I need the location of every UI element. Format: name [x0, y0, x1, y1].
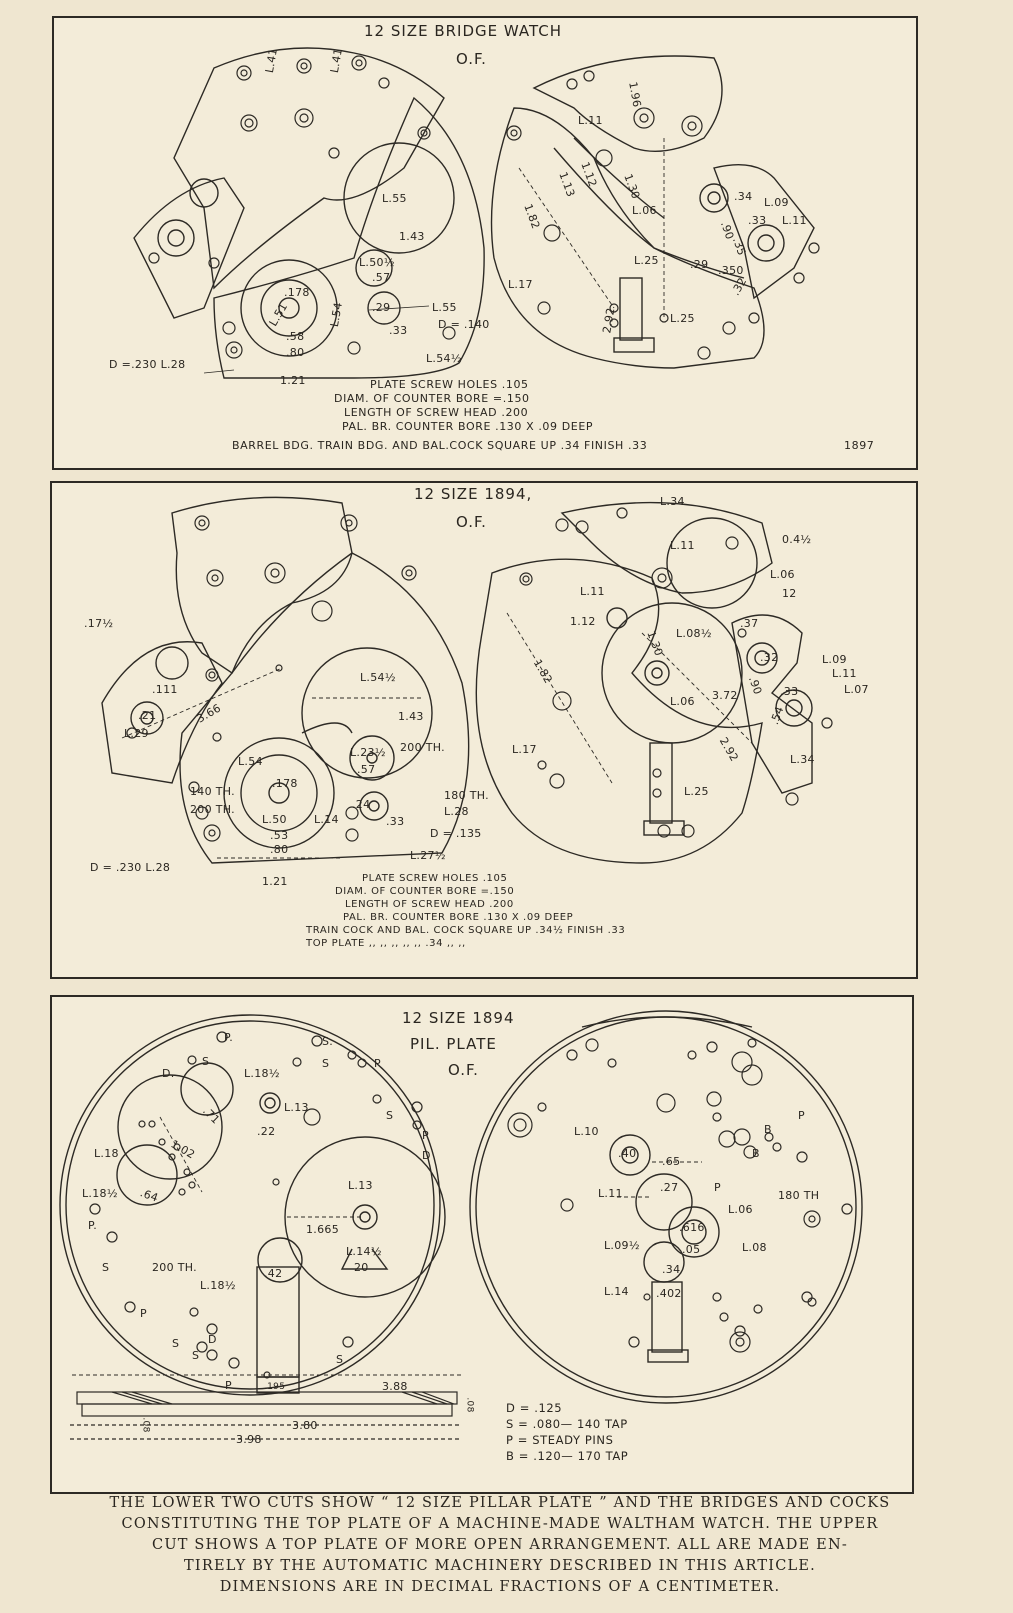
dim-label: 1.43 — [398, 710, 424, 723]
dim-label: L.18½ — [200, 1279, 236, 1292]
dim-label: 1.21 — [262, 875, 288, 888]
dim-label: .34 — [734, 190, 753, 203]
dim-label: 1.96 — [626, 80, 644, 109]
barrel-recess — [118, 1075, 222, 1179]
dim-label: .22 — [257, 1125, 276, 1138]
dim-label: L.11 — [598, 1187, 623, 1200]
dim-label: L.06 — [670, 695, 695, 708]
dim-label: L.34 — [790, 753, 815, 766]
dim-label: L.50 — [262, 813, 287, 826]
panel2-title: 12 SIZE 1894, — [414, 485, 533, 503]
dim-label: D = .140 — [438, 318, 490, 331]
dim-label: L.17 — [512, 743, 537, 756]
caption-line: TIRELY BY THE AUTOMATIC MACHINERY DESCRIBED IN THIS ARTICLE. — [184, 1558, 816, 1574]
dim-label: 0.4½ — [782, 533, 812, 546]
stem-channel — [257, 1267, 299, 1377]
third-wheel-right-circle — [667, 518, 757, 608]
dim-label: .33 — [780, 685, 799, 698]
dim-label: .65 — [662, 1155, 681, 1168]
dim-label: L.09 — [822, 653, 847, 666]
dim-label: D — [208, 1333, 217, 1346]
dim-label: .33 — [748, 214, 767, 227]
dim-label: .32 — [760, 651, 779, 664]
spec-line: TRAIN COCK AND BAL. COCK SQUARE UP .34½ FINISH .33 — [306, 925, 626, 936]
dim-label: 1.665 — [306, 1223, 339, 1236]
caption-line: CONSTITUTING THE TOP PLATE OF A MACHINE-MADE WALTHAM WATCH. THE UPPER — [121, 1516, 879, 1532]
dim-label: .34 — [662, 1263, 681, 1276]
panel1-footer: BARREL BDG. TRAIN BDG. AND BAL.COCK SQUARE UP .34 FINISH .33 — [232, 439, 648, 452]
panel3-subtitle2: O.F. — [448, 1061, 479, 1079]
dim-label: 1.13 — [556, 170, 578, 199]
dim-label: L.54 — [238, 755, 263, 768]
pillar-plate-right-outer — [470, 1011, 862, 1403]
dim-label: L.17 — [508, 278, 533, 291]
legend-line: P = STEADY PINS — [506, 1433, 614, 1447]
dim-label: .35 — [729, 235, 749, 258]
dim-label: 140 TH. — [190, 785, 235, 798]
balance-cock-outline — [732, 615, 812, 793]
dim-label: L.55 — [382, 192, 407, 205]
dim-label: L.11 — [580, 585, 605, 598]
dim-label: 1.82 — [530, 657, 555, 686]
spec-line: PLATE SCREW HOLES .105 — [370, 378, 529, 391]
right-plate-outline — [476, 559, 762, 863]
dim-label: .402 — [656, 1287, 682, 1300]
spec-line: PAL. BR. COUNTER BORE .130 X .09 DEEP — [342, 420, 594, 433]
panel1-year: 1897 — [844, 439, 875, 452]
caption-line: THE LOWER TWO CUTS SHOW “ 12 SIZE PILLAR PLATE ” AND THE BRIDGES AND COCKS — [109, 1495, 891, 1511]
dim-label: D. — [162, 1067, 175, 1080]
dim-label: P. — [224, 1031, 234, 1044]
dim-label: .32 — [728, 275, 750, 298]
dim-label: .08 — [464, 1397, 475, 1413]
dim-label: 200 TH. — [400, 741, 445, 754]
dim-label: L.55 — [432, 301, 457, 314]
dim-label: .40 — [618, 1147, 637, 1160]
dim-label: .58 — [286, 330, 305, 343]
dim-label: L.07 — [844, 683, 869, 696]
dim-label: .90 — [717, 219, 737, 242]
stem-slot — [620, 278, 642, 340]
dim-label: L.18½ — [244, 1067, 280, 1080]
dim-label: L.29 — [124, 727, 149, 740]
screw-holes-right — [520, 508, 832, 837]
dim-label: .05 — [682, 1243, 701, 1256]
dim-label: L.54 — [327, 301, 345, 328]
figure-caption — [40, 1493, 960, 1598]
dim-label: L.25 — [684, 785, 709, 798]
dim-label: L.08 — [742, 1241, 767, 1254]
dim-label: L.18 — [94, 1147, 119, 1160]
dim-label: L.18½ — [82, 1187, 118, 1200]
fourth-bridge-outline — [562, 503, 772, 593]
dim-label: .616 — [679, 1221, 705, 1234]
legend-line: D = .125 — [506, 1401, 563, 1415]
dim-label: .21 — [138, 709, 157, 722]
cross-section — [70, 1392, 462, 1439]
dim-label: 1.12 — [578, 160, 600, 189]
dim-label: S — [386, 1109, 394, 1122]
dim-label: .350 — [718, 264, 744, 277]
dim-label: D = .135 — [430, 827, 482, 840]
dim-label: L.51 — [266, 300, 291, 329]
dim-label: B — [752, 1147, 760, 1160]
panel2-subtitle: O.F. — [456, 513, 487, 531]
dim-label: S — [172, 1337, 180, 1350]
spec-line: DIAM. OF COUNTER BORE =.150 — [334, 392, 530, 405]
caption-line: DIMENSIONS ARE IN DECIMAL FRACTIONS OF A CENTIMETER. — [219, 1579, 781, 1595]
dim-label: .53 — [270, 829, 289, 842]
dim-label: .33 — [386, 815, 405, 828]
spec-line: DIAM. OF COUNTER BORE =.150 — [335, 886, 515, 897]
dim-label: 12 — [782, 587, 797, 600]
dim-label: .178 — [272, 777, 298, 790]
dim-label: 1.43 — [399, 230, 425, 243]
dim-label: 3.66 — [194, 701, 224, 726]
panel1-subtitle: O.F. — [456, 50, 487, 68]
dim-label: 3.88 — [382, 1380, 408, 1393]
dim-label: P — [798, 1109, 805, 1122]
stem-slot — [650, 743, 672, 823]
dim-label: L.06 — [632, 204, 657, 217]
dim-label: .29 — [690, 258, 709, 271]
dim-label: .27 — [660, 1181, 679, 1194]
dim-label: L.06 — [770, 568, 795, 581]
dim-label: P — [374, 1057, 381, 1070]
dim-label: P — [225, 1379, 232, 1392]
spec-line: PAL. BR. COUNTER BORE .130 X .09 DEEP — [343, 912, 574, 923]
dim-label: 20 — [354, 1261, 369, 1274]
spec-line: PLATE SCREW HOLES .105 — [362, 873, 508, 884]
dim-label: L.11 — [670, 539, 695, 552]
dim-label: 2.92 — [600, 306, 618, 335]
dim-label: L.14 — [604, 1285, 629, 1298]
spec-line: TOP PLATE ,, ,, ,, ,, ,, .34 ,, ,, — [306, 938, 466, 949]
dim-label: P — [140, 1307, 147, 1320]
dim-label: 200 TH. — [190, 803, 235, 816]
dim-label: .80 — [270, 843, 289, 856]
legend-line: S = .080— 140 TAP — [506, 1417, 628, 1431]
dim-label: .54 — [767, 704, 787, 727]
dim-label: .24 — [352, 798, 371, 811]
dim-label: .08 — [140, 1417, 151, 1433]
dim-label: 3.72 — [712, 689, 738, 702]
dim-label: 3.80 — [292, 1419, 318, 1432]
dim-label: 1.21 — [280, 374, 306, 387]
spec-line: LENGTH OF SCREW HEAD .200 — [344, 406, 529, 419]
pillar-plate-drawing — [52, 997, 912, 1492]
dim-label: S — [102, 1261, 110, 1274]
dim-label: L.28 — [444, 805, 469, 818]
size-1894-top-plate-panel — [50, 481, 918, 979]
dim-label: 1.30 — [644, 629, 666, 658]
dim-label: P. — [88, 1219, 98, 1232]
fourth-bridge-outline — [534, 56, 722, 151]
dim-label: D — [422, 1149, 431, 1162]
dim-label: 1.12 — [570, 615, 596, 628]
pillar-plate-panel — [50, 995, 914, 1494]
dim-label: L.11 — [578, 114, 603, 127]
dim-label: S. — [322, 1035, 334, 1048]
dim-label: 180 TH — [778, 1189, 820, 1202]
panel3-title: 12 SIZE 1894 — [402, 1009, 515, 1027]
dim-label: L.10 — [574, 1125, 599, 1138]
dim-label: S — [322, 1057, 330, 1070]
dim-label: S — [192, 1349, 200, 1362]
dim-label: .80 — [286, 346, 305, 359]
dim-label: .57 — [357, 763, 376, 776]
dim-label: P — [422, 1129, 429, 1142]
caption-line: CUT SHOWS A TOP PLATE OF MORE OPEN ARRANGEMENT. ALL ARE MADE EN- — [152, 1537, 848, 1553]
screw-holes-left — [149, 56, 455, 358]
dim-label: .17½ — [84, 617, 114, 630]
dim-label: L.08½ — [676, 627, 712, 640]
dim-label: 1.30 — [621, 172, 643, 201]
dim-label: B — [764, 1123, 772, 1136]
barrel-bridge-outline — [174, 48, 444, 288]
dim-label: .90 — [745, 674, 765, 697]
dim-label: L.23½ — [350, 746, 386, 759]
dim-label: 1.02 — [168, 1137, 198, 1162]
dim-label: .178 — [284, 286, 310, 299]
dim-label: L.13 — [284, 1101, 309, 1114]
dim-label: 3.98 — [236, 1433, 262, 1446]
legend-line: B = .120— 170 TAP — [506, 1449, 629, 1463]
panel1-title: 12 SIZE BRIDGE WATCH — [364, 22, 563, 40]
dim-label: L.54½ — [360, 671, 396, 684]
dim-label: .111 — [152, 683, 178, 696]
dim-label: L.14 — [314, 813, 339, 826]
dim-label: L.11 — [832, 667, 857, 680]
dim-label: L.06 — [728, 1203, 753, 1216]
dim-label: 2.92 — [716, 735, 741, 764]
dim-label: .64 — [138, 1186, 161, 1205]
dim-label: L.09 — [764, 196, 789, 209]
dim-label: S — [336, 1353, 344, 1366]
screw-holes-right — [507, 71, 819, 359]
dim-label: L.34 — [660, 495, 685, 508]
center-right-circle — [602, 603, 742, 743]
dim-label: L.11 — [782, 214, 807, 227]
pallet-cock-outline — [134, 178, 244, 318]
dim-label: 180 TH. — [444, 789, 489, 802]
bridge-watch-panel — [52, 16, 918, 470]
panel3-subtitle: PIL. PLATE — [410, 1035, 497, 1053]
dim-label: 200 TH. — [152, 1261, 197, 1274]
pallet-circle — [158, 220, 194, 256]
dim-label: L.41 — [327, 47, 345, 74]
dim-label: L.54½ — [426, 352, 462, 365]
dim-label: L.27½ — [410, 849, 446, 862]
dim-label: L.25 — [670, 312, 695, 325]
dim-label: L.50½ — [359, 256, 395, 269]
dim-label: .29 — [372, 301, 391, 314]
dim-label: S — [202, 1055, 210, 1068]
dim-label: L.13 — [348, 1179, 373, 1192]
dim-label: L.14½ — [346, 1245, 382, 1258]
dim-label: .42 — [264, 1267, 283, 1280]
dim-label: L.41 — [262, 47, 280, 74]
dim-label: D =.230 L.28 — [109, 358, 186, 371]
dim-label: .33 — [389, 324, 408, 337]
dim-label: P — [714, 1181, 721, 1194]
spec-line: LENGTH OF SCREW HEAD .200 — [345, 899, 514, 910]
dim-label: .195 — [264, 1382, 286, 1392]
dim-label: .57 — [372, 271, 391, 284]
dim-label: L.09½ — [604, 1239, 640, 1252]
dim-label: .37 — [740, 617, 759, 630]
dim-label: L.25 — [634, 254, 659, 267]
dim-label: D = .230 L.28 — [90, 861, 171, 874]
dim-label: .71 — [200, 1104, 223, 1127]
dim-label: 1.82 — [521, 202, 543, 231]
